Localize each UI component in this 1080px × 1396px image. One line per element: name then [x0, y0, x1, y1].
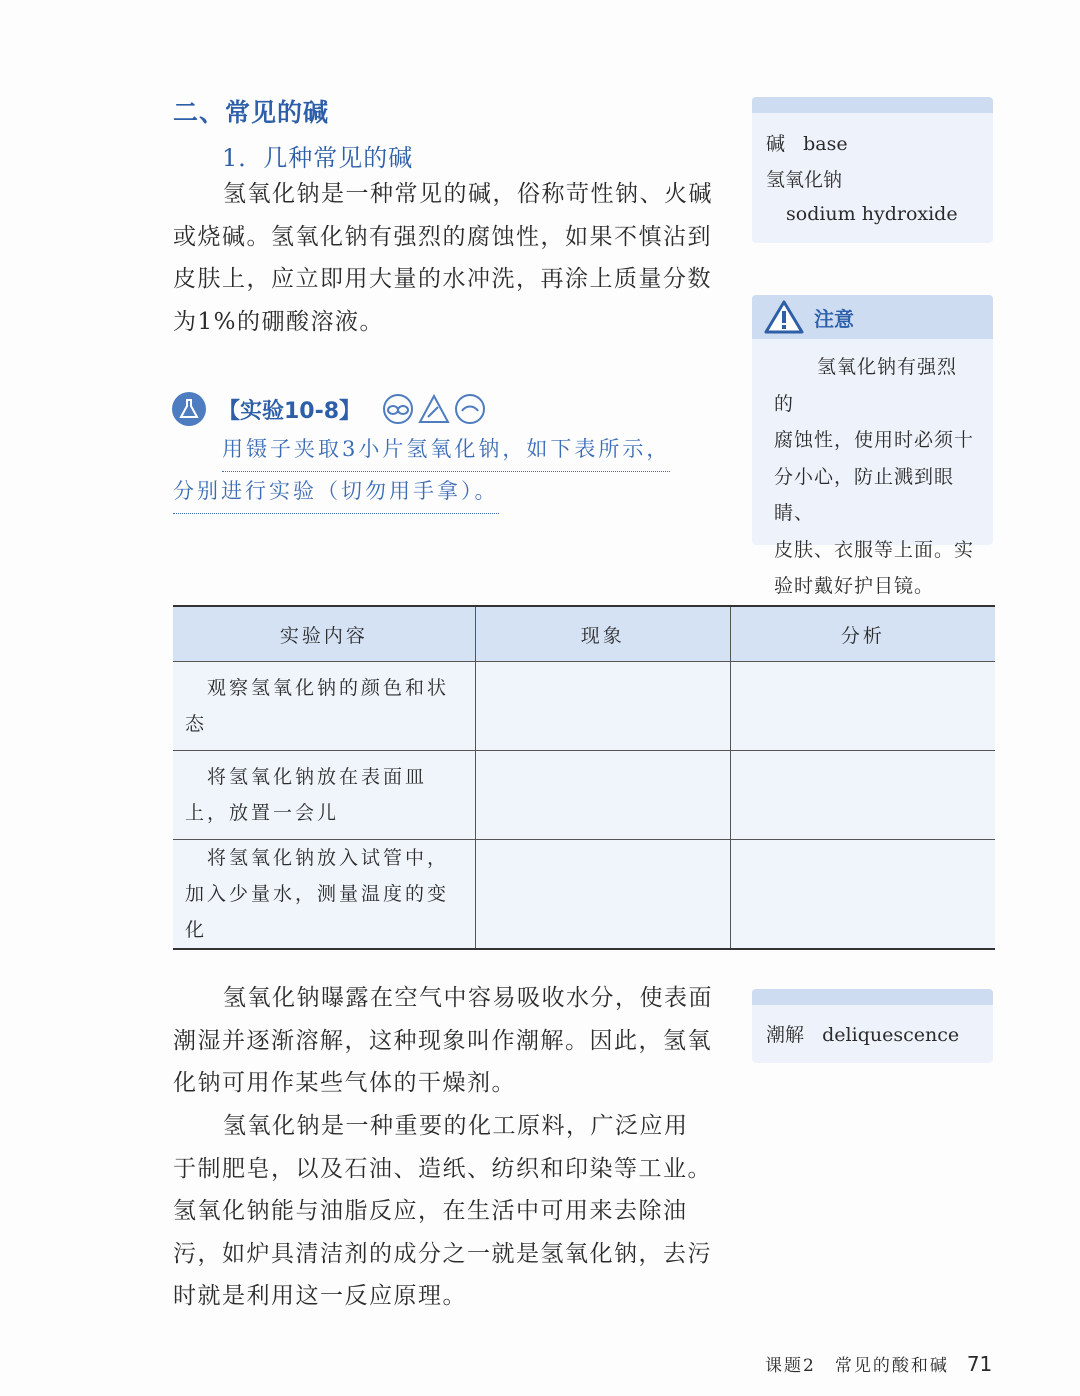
paragraph-line: 污，如炉具清洁剂的成分之一就是氢氧化钠，去污	[173, 1240, 712, 1267]
subsection-title: 1．几种常见的碱	[222, 144, 414, 172]
note-line: 皮肤、衣服等上面。实	[774, 538, 975, 561]
vocab-term-cn: 氢氧化钠	[766, 169, 843, 191]
vocabulary-box-header	[752, 97, 993, 113]
page-number: 71	[966, 1352, 993, 1376]
caution-note-body	[752, 339, 993, 605]
caution-note	[752, 295, 993, 597]
note-line: 分小心，防止溅到眼睛、	[774, 465, 955, 524]
table-cell-phenomenon	[475, 662, 730, 751]
table-cell-content: 将氢氧化钠放在表面皿上，放置一会儿	[173, 751, 475, 840]
vocabulary-box-header	[752, 989, 993, 1005]
note-line: 腐蚀性，使用时必须十	[774, 429, 975, 451]
table-row	[173, 840, 995, 950]
note-line: 氢氧化钠有强烈的	[774, 356, 958, 415]
paragraph-line: 氢氧化钠能与油脂反应，在生活中可用来去除油	[173, 1198, 688, 1224]
paragraph-line: 或烧碱。氢氧化钠有强烈的腐蚀性，如果不慎沾到	[173, 223, 712, 250]
table-cell-analysis	[730, 751, 995, 840]
paragraph-line: 皮肤上，应立即用大量的水冲洗，再涂上质量分数	[173, 266, 712, 292]
vocab-term-cn: 碱	[766, 133, 786, 155]
table-header: 现象	[475, 606, 730, 662]
paragraph-intro	[173, 173, 713, 343]
table-header-row	[173, 606, 995, 662]
safety-icons	[381, 393, 487, 425]
table-cell-content: 观察氢氧化钠的颜色和状态	[173, 662, 475, 751]
paragraph-line: 氢氧化钠是一种常见的碱，俗称苛性钠、火碱	[223, 181, 713, 207]
experiment-instruction-line: 用镊子夹取3小片氢氧化钠，如下表所示，	[222, 428, 670, 472]
paragraph-line: 为1%的硼酸溶液。	[173, 308, 384, 335]
vocab-term-en: deliquescence	[822, 1024, 960, 1046]
paragraph-line: 潮湿并逐渐溶解，这种现象叫作潮解。因此，氢氧	[173, 1027, 712, 1054]
vocab-term-cn: 潮解	[766, 1024, 805, 1046]
warning-icon	[764, 300, 804, 334]
table-header: 实验内容	[173, 606, 475, 662]
caution-icon	[417, 393, 451, 425]
paragraph-line: 氢氧化钠曝露在空气中容易吸收水分，使表面	[223, 985, 713, 1011]
note-line: 验时戴好护目镜。	[774, 575, 935, 597]
table-cell-content: 将氢氧化钠放入试管中，加入少量水，测量温度的变化	[173, 840, 475, 950]
footer-chapter: 课题2 常见的酸和碱	[765, 1356, 949, 1376]
table-header: 分析	[730, 606, 995, 662]
section-title: 二、常见的碱	[173, 98, 330, 127]
caution-note-header	[752, 295, 993, 339]
experiment-title: 【实验10-8】	[218, 398, 362, 424]
vocab-term-en: base	[803, 133, 848, 155]
paragraph-line: 时就是利用这一反应原理。	[173, 1283, 467, 1309]
table-row	[173, 662, 995, 751]
flask-icon	[172, 392, 206, 426]
experiment-instruction-line: 分别进行实验（切勿用手拿）。	[173, 470, 499, 514]
table-cell-phenomenon	[475, 751, 730, 840]
experiment-table	[173, 605, 995, 950]
table-cell-analysis	[730, 662, 995, 751]
caution-note-title: 注意	[814, 306, 854, 331]
vocabulary-box	[752, 97, 993, 243]
hand-wash-icon	[453, 393, 487, 425]
paragraph-line: 化钠可用作某些气体的干燥剂。	[173, 1070, 516, 1096]
vocabulary-box	[752, 989, 993, 1063]
table-row	[173, 751, 995, 840]
table-cell-phenomenon	[475, 840, 730, 950]
table-cell-analysis	[730, 840, 995, 950]
vocab-term-en: sodium hydroxide	[786, 203, 958, 225]
page-footer	[765, 1351, 992, 1376]
paragraph-line: 氢氧化钠是一种重要的化工原料，广泛应用	[223, 1113, 689, 1139]
goggles-icon	[381, 393, 415, 425]
paragraph-line: 于制肥皂，以及石油、造纸、纺织和印染等工业。	[173, 1155, 712, 1182]
paragraph-deliquescence	[173, 977, 713, 1105]
paragraph-uses	[173, 1105, 713, 1318]
experiment-header	[172, 392, 487, 426]
